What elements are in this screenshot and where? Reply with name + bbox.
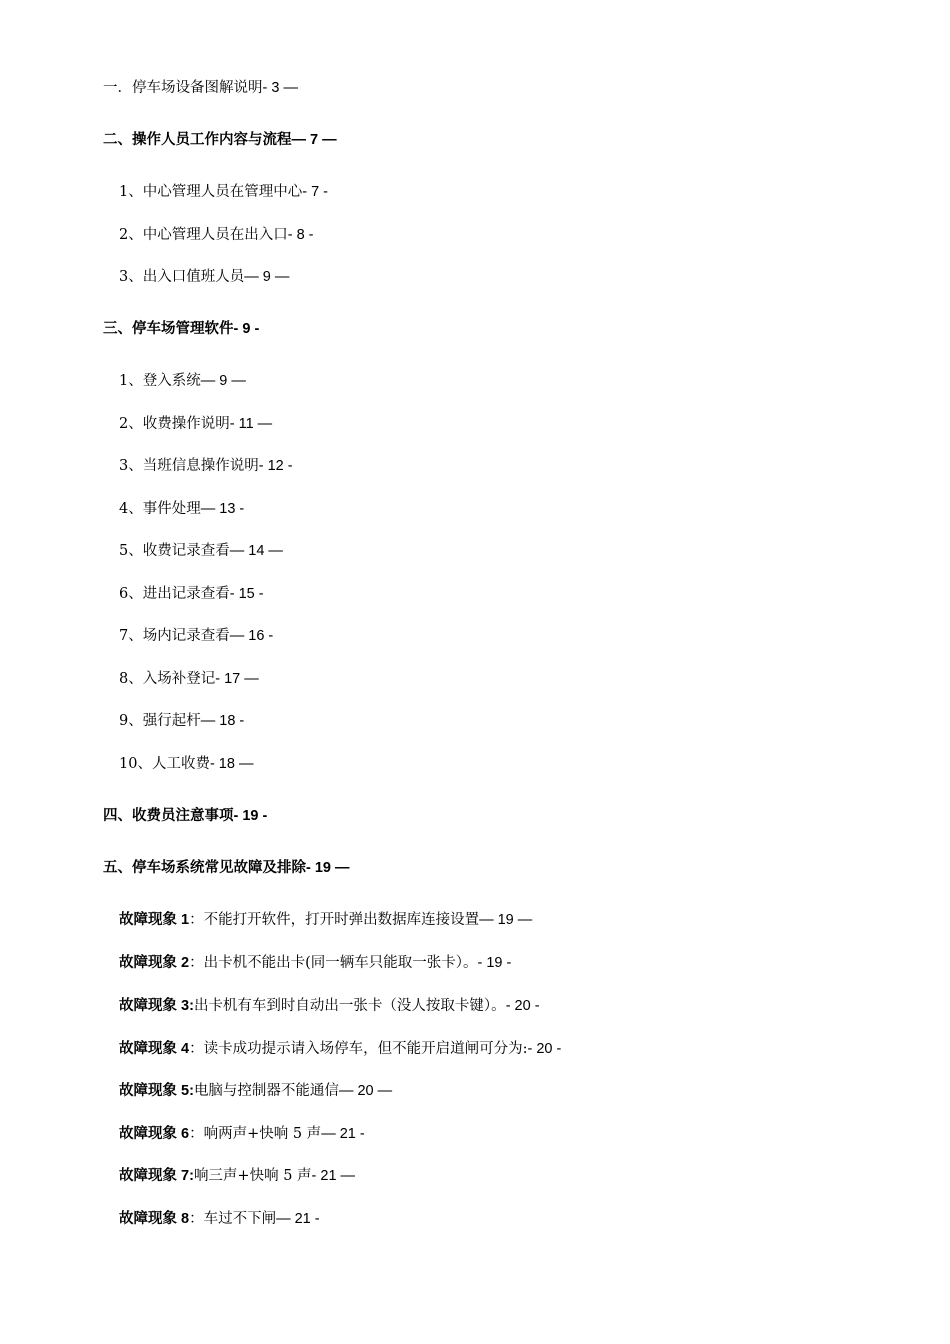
fault-text: 响三声+快响 5 声 [193, 1168, 312, 1184]
fault-page: — 21 - [276, 1211, 320, 1227]
fault-separator: ： [189, 1041, 204, 1057]
fault-separator: : [189, 1083, 194, 1099]
toc-entry-3-6 [119, 584, 264, 604]
toc-entry-3 [103, 319, 259, 339]
toc-entry-text: 7、场内记录查看 [119, 628, 230, 644]
toc-entry-text: 一．停车场设备图解说明 [103, 80, 263, 96]
fault-text: 响两声+快响 5 声 [203, 1126, 322, 1142]
toc-fault-4 [119, 1039, 561, 1059]
toc-entry-text: 10、人工收费 [119, 756, 210, 772]
toc-entry-text: 五、停车场系统常见故障及排除 [103, 859, 306, 876]
fault-text: 不能打开软件，打开时弹出数据库连接设置 [203, 912, 480, 928]
toc-entry-page: — 7 — [291, 132, 337, 148]
toc-entry-text: 5、收费记录查看 [119, 543, 230, 559]
fault-label: 故障现象 1 [119, 912, 190, 928]
toc-fault-1 [119, 910, 532, 930]
fault-page: — 19 — [479, 912, 533, 928]
toc-entry-page: - 19 — [306, 860, 350, 876]
fault-text: 读卡成功提示请入场停车，但不能开启道闸可分为: [203, 1041, 528, 1057]
toc-entry-page: - 8 - [287, 227, 314, 243]
fault-page: - 21 — [311, 1168, 356, 1184]
fault-page: - 20 - [505, 998, 540, 1014]
toc-entry-page: — 18 - [200, 713, 245, 729]
toc-entry-3-2 [119, 414, 272, 434]
toc-entry-page: - 18 — [209, 756, 254, 772]
toc-entry-5 [103, 858, 350, 878]
toc-fault-2 [119, 953, 511, 973]
toc-entry-page: — 13 - [200, 501, 245, 517]
toc-entry-text: 4、事件处理 [119, 501, 201, 517]
toc-entry-text: 3、当班信息操作说明 [119, 458, 259, 474]
fault-label: 故障现象 4 [119, 1041, 190, 1057]
toc-entry-3-8 [119, 669, 259, 689]
fault-page: — 21 - [321, 1126, 365, 1142]
toc-entry-page: - 11 — [229, 416, 273, 432]
toc-entry-page: - 3 — [262, 80, 298, 96]
toc-entry-2-2 [119, 225, 314, 245]
toc-entry-2 [103, 130, 337, 150]
fault-page: - 20 - [527, 1041, 562, 1057]
fault-text: 出卡机不能出卡(同一辆车只能取一张卡）。 [203, 955, 478, 971]
toc-entry-page: — 9 — [244, 269, 290, 285]
fault-separator: ： [189, 1126, 204, 1142]
fault-label: 故障现象 6 [119, 1126, 190, 1142]
fault-text: 出卡机有车到时自动出一张卡（没人按取卡键）。 [193, 998, 506, 1014]
fault-separator: ： [189, 955, 204, 971]
toc-entry-3-7 [119, 626, 273, 646]
toc-fault-8 [119, 1209, 320, 1229]
fault-separator: : [189, 1168, 194, 1184]
toc-entry-page: - 7 - [302, 184, 329, 200]
toc-entry-3-3 [119, 456, 293, 476]
fault-page: - 19 - [477, 955, 512, 971]
toc-entry-page: — 14 — [229, 543, 283, 559]
toc-entry-text: 三、停车场管理软件 [103, 320, 234, 337]
toc-entry-page: - 15 - [229, 586, 264, 602]
fault-page: — 20 — [338, 1083, 393, 1099]
toc-entry-text: 6、进出记录查看 [119, 586, 230, 602]
toc-entry-3-10 [119, 754, 253, 774]
toc-entry-page: - 12 - [258, 458, 293, 474]
toc-entry-text: 2、中心管理人员在出入口 [119, 227, 288, 243]
toc-fault-6 [119, 1124, 365, 1144]
toc-fault-7 [119, 1166, 355, 1186]
toc-entry-page: - 17 — [215, 671, 259, 687]
fault-label: 故障现象 3 [119, 998, 190, 1014]
fault-text: 电脑与控制器不能通信 [193, 1083, 339, 1099]
toc-entry-page: - 9 - [233, 321, 260, 337]
toc-entry-text: 1、中心管理人员在管理中心 [119, 184, 303, 200]
toc-entry-1 [103, 78, 298, 98]
fault-label: 故障现象 8 [119, 1211, 190, 1227]
toc-entry-2-1 [119, 182, 328, 202]
toc-entry-text: 9、强行起杆 [119, 713, 201, 729]
toc-entry-page: — 16 - [229, 628, 274, 644]
toc-entry-2-3 [119, 267, 289, 287]
fault-separator: ： [189, 912, 204, 928]
toc-entry-3-5 [119, 541, 283, 561]
toc-entry-page: - 19 - [233, 808, 268, 824]
fault-text: 车过不下闸 [203, 1211, 277, 1227]
toc-entry-text: 四、收费员注意事项 [103, 807, 234, 824]
toc-entry-text: 2、收费操作说明 [119, 416, 230, 432]
toc-entry-text: 3、出入口值班人员 [119, 269, 245, 285]
fault-label: 故障现象 7 [119, 1168, 190, 1184]
fault-separator: ： [189, 1211, 204, 1227]
toc-entry-text: 1、登入系统 [119, 373, 201, 389]
toc-fault-3 [119, 996, 540, 1016]
toc-entry-text: 二、操作人员工作内容与流程 [103, 131, 292, 148]
fault-label: 故障现象 5 [119, 1083, 190, 1099]
toc-entry-page: — 9 — [200, 373, 246, 389]
toc-entry-3-9 [119, 711, 244, 731]
toc-entry-3-4 [119, 499, 244, 519]
fault-label: 故障现象 2 [119, 955, 190, 971]
toc-fault-5 [119, 1081, 392, 1101]
fault-separator: : [189, 998, 194, 1014]
toc-entry-3-1 [119, 371, 246, 391]
toc-entry-4 [103, 806, 267, 826]
toc-entry-text: 8、入场补登记 [119, 671, 216, 687]
